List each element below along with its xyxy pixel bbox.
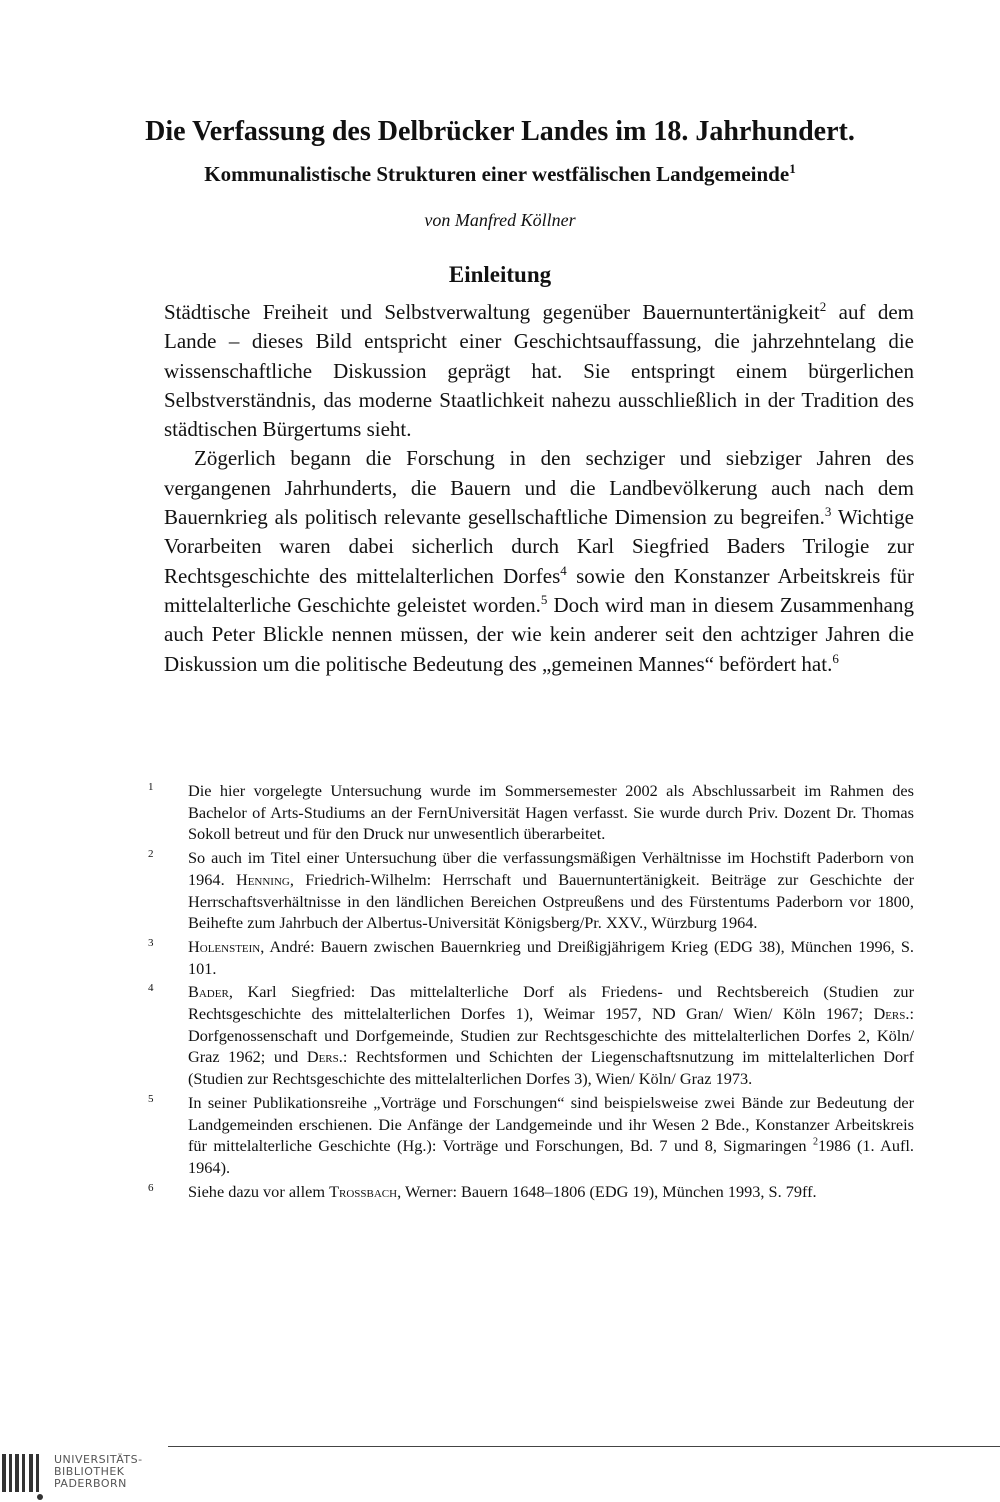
footnote-text: In seiner Publikationsreihe „Vorträge und Forschungen“ sind beispielsweise zwei Bände zur Bedeutung der Landgemeinden erschienen. Die Anfänge der Landgemeinde und ihr Wesen 2 Bde., Konstanzer Arbeitskreis für mittelalterliche Geschichte (Hg.): Vorträge und Forschungen, Bd. 7 und 8, Sigmaringen bbox=[188, 1092, 914, 1156]
subtitle-text: Kommunalistische Strukturen einer westfälischen Landgemeinde bbox=[204, 162, 790, 186]
paragraph-1-text-b: auf dem Lande – dieses Bild entspricht einer Geschichtsauffassung, die jahrzehntelang die wissenschaftliche Diskussion geprägt hat. Sie entspringt einem bürgerlichen Selbstverständnis, das moderne Staatlichkeit nahezu ausschließlich in der Tradition des städtischen Bürgertums sieht. bbox=[164, 300, 914, 442]
bottom-rule bbox=[168, 1446, 1000, 1447]
footnotes bbox=[148, 780, 914, 1204]
footnote-5 bbox=[148, 1092, 914, 1179]
library-line-3: PADERBORN bbox=[54, 1477, 127, 1490]
section-heading: Einleitung bbox=[448, 262, 552, 287]
article-title: Die Verfassung des Delbrücker Landes im 18. Jahrhundert. bbox=[145, 116, 855, 147]
footnote-number: 6 bbox=[148, 1181, 154, 1194]
footnote-number: 4 bbox=[148, 982, 154, 995]
author-line bbox=[0, 208, 1000, 232]
footnote-number: 5 bbox=[148, 1092, 154, 1105]
footnote-text: Siehe dazu vor allem bbox=[188, 1181, 330, 1201]
author-surname: Henning bbox=[235, 869, 290, 889]
footnote-text: , André: Bauern zwischen Bauernkrieg und Dreißigjährigem Krieg (EDG 38), München 1996, S. 101. bbox=[188, 936, 914, 978]
footnote-4 bbox=[148, 981, 914, 1090]
paragraph-1 bbox=[164, 298, 914, 444]
paragraph-2 bbox=[164, 444, 914, 678]
footnote-text: : Rechtsformen und Schichten der Liegenschaftsnutzung im mittelalterlichen Dorf (Studien zur Rechtsgeschichte des mittelalterlichen Dorfes 3), Wien/ Köln/ Graz 1973. bbox=[188, 1047, 915, 1089]
library-line-2: BIBLIOTHEK bbox=[54, 1465, 125, 1478]
library-name bbox=[54, 1454, 143, 1490]
footnote-1 bbox=[148, 780, 914, 845]
author-surname: Holenstein bbox=[188, 936, 261, 956]
paragraph-2-text-d: Doch wird man in diesem Zusammenhang auch Peter Blickle nennen müssen, der wie kein anderer seit den achtziger Jahren die Diskussion um die politische Bedeutung des „gemeinen Mannes“ befördert hat. bbox=[164, 592, 914, 676]
author-name: Manfred Köllner bbox=[454, 210, 576, 230]
footnote-2 bbox=[148, 847, 914, 934]
footnote-6 bbox=[148, 1181, 914, 1203]
paragraph-1-text-a: Städtische Freiheit und Selbstverwaltung gegenüber Bauernuntertänigkeit bbox=[164, 300, 820, 324]
article-subtitle bbox=[0, 160, 1000, 188]
library-line-1: UNIVERSITÄTS- bbox=[54, 1453, 143, 1466]
author-surname: Ders. bbox=[306, 1047, 343, 1067]
footnote-ref-1[interactable]: 1 bbox=[789, 161, 796, 176]
footnote-text: So auch im Titel einer Untersuchung über die verfassungsmäßigen Verhältnisse im Hochstift Paderborn von 1964. bbox=[188, 848, 914, 889]
footnote-ref-2[interactable]: 2 bbox=[819, 299, 827, 314]
paragraph-2-text-b: Wichtige Vorarbeiten waren dabei sicherlich durch Karl Siegfried Baders Trilogie zur Rechtsgeschichte des mittelalterlichen Dorfes bbox=[164, 505, 914, 588]
footnote-ref-4[interactable]: 4 bbox=[560, 562, 567, 578]
edition-number: 2 bbox=[812, 1136, 819, 1148]
library-logo bbox=[0, 1448, 200, 1502]
footnote-number: 3 bbox=[148, 936, 154, 949]
author-prefix: von bbox=[424, 210, 451, 230]
paragraph-2-text-c: sowie den Konstanzer Arbeitskreis für mittelalterliche Geschichte geleistet worden. bbox=[164, 563, 914, 617]
author-surname: Ders. bbox=[873, 1004, 910, 1024]
footnote-text: Die hier vorgelegte Untersuchung wurde im Sommersemester 2002 als Abschlussarbeit im Rahmen des Bachelor of Arts-Studiums an der FernUniversität Hagen verfasst. Sie wurde durch Priv. Dozent Dr. Thomas Sokoll betreut und für den Druck nur unwesentlich überarbeitet. bbox=[188, 781, 914, 844]
footnote-ref-6[interactable]: 6 bbox=[832, 650, 839, 666]
footnote-text: : Dorfgenossenschaft und Dorfgemeinde, Studien zur Rechtsgeschichte des mittelalterlichen Dorfes 2, Köln/ Graz 1962; und bbox=[188, 1004, 914, 1067]
footnote-3 bbox=[148, 936, 914, 979]
body-text bbox=[164, 298, 914, 679]
footnote-text: , Werner: Bauern 1648–1806 (EDG 19), München 1993, S. 79ff. bbox=[397, 1181, 817, 1201]
footnote-number: 2 bbox=[148, 848, 154, 861]
barcode-icon bbox=[2, 1454, 46, 1500]
paragraph-2-text-a: Zögerlich begann die Forschung in den sechziger und siebziger Jahren des vergangenen Jahrhunderts, die Bauern und die Landbevölkerung auch nach dem Bauernkrieg als politisch relevante gesellschaftliche Dimension zu begreifen. bbox=[164, 446, 914, 530]
footnote-text: 1986 (1. Aufl. 1964). bbox=[188, 1136, 915, 1177]
footnote-number: 1 bbox=[148, 781, 154, 793]
author-surname: Bader bbox=[188, 982, 229, 1002]
footnote-text: , Karl Siegfried: Das mittelalterliche Dorf als Friedens- und Rechtsbereich (Studien zur Rechtsgeschichte des mittelalterlichen Dorfes 1), Weimar 1957, ND Gran/ Wien/ Köln 1967; bbox=[188, 982, 914, 1024]
footnote-ref-3[interactable]: 3 bbox=[824, 504, 832, 520]
footnote-ref-5[interactable]: 5 bbox=[540, 591, 548, 607]
footnote-text: , Friedrich-Wilhelm: Herrschaft und Bauernuntertänigkeit. Beiträge zur Geschichte der Herrschaftsverhältnisse in den ländlichen Bereichen Ostpreußens und des Fürstentums Paderborn vor 1800, Beihefte zum Jahrbuch der Albertus-Universität Königsberg/Pr. XXV., Würzburg 1964. bbox=[188, 869, 914, 933]
author-surname: Trossbach bbox=[329, 1181, 398, 1201]
